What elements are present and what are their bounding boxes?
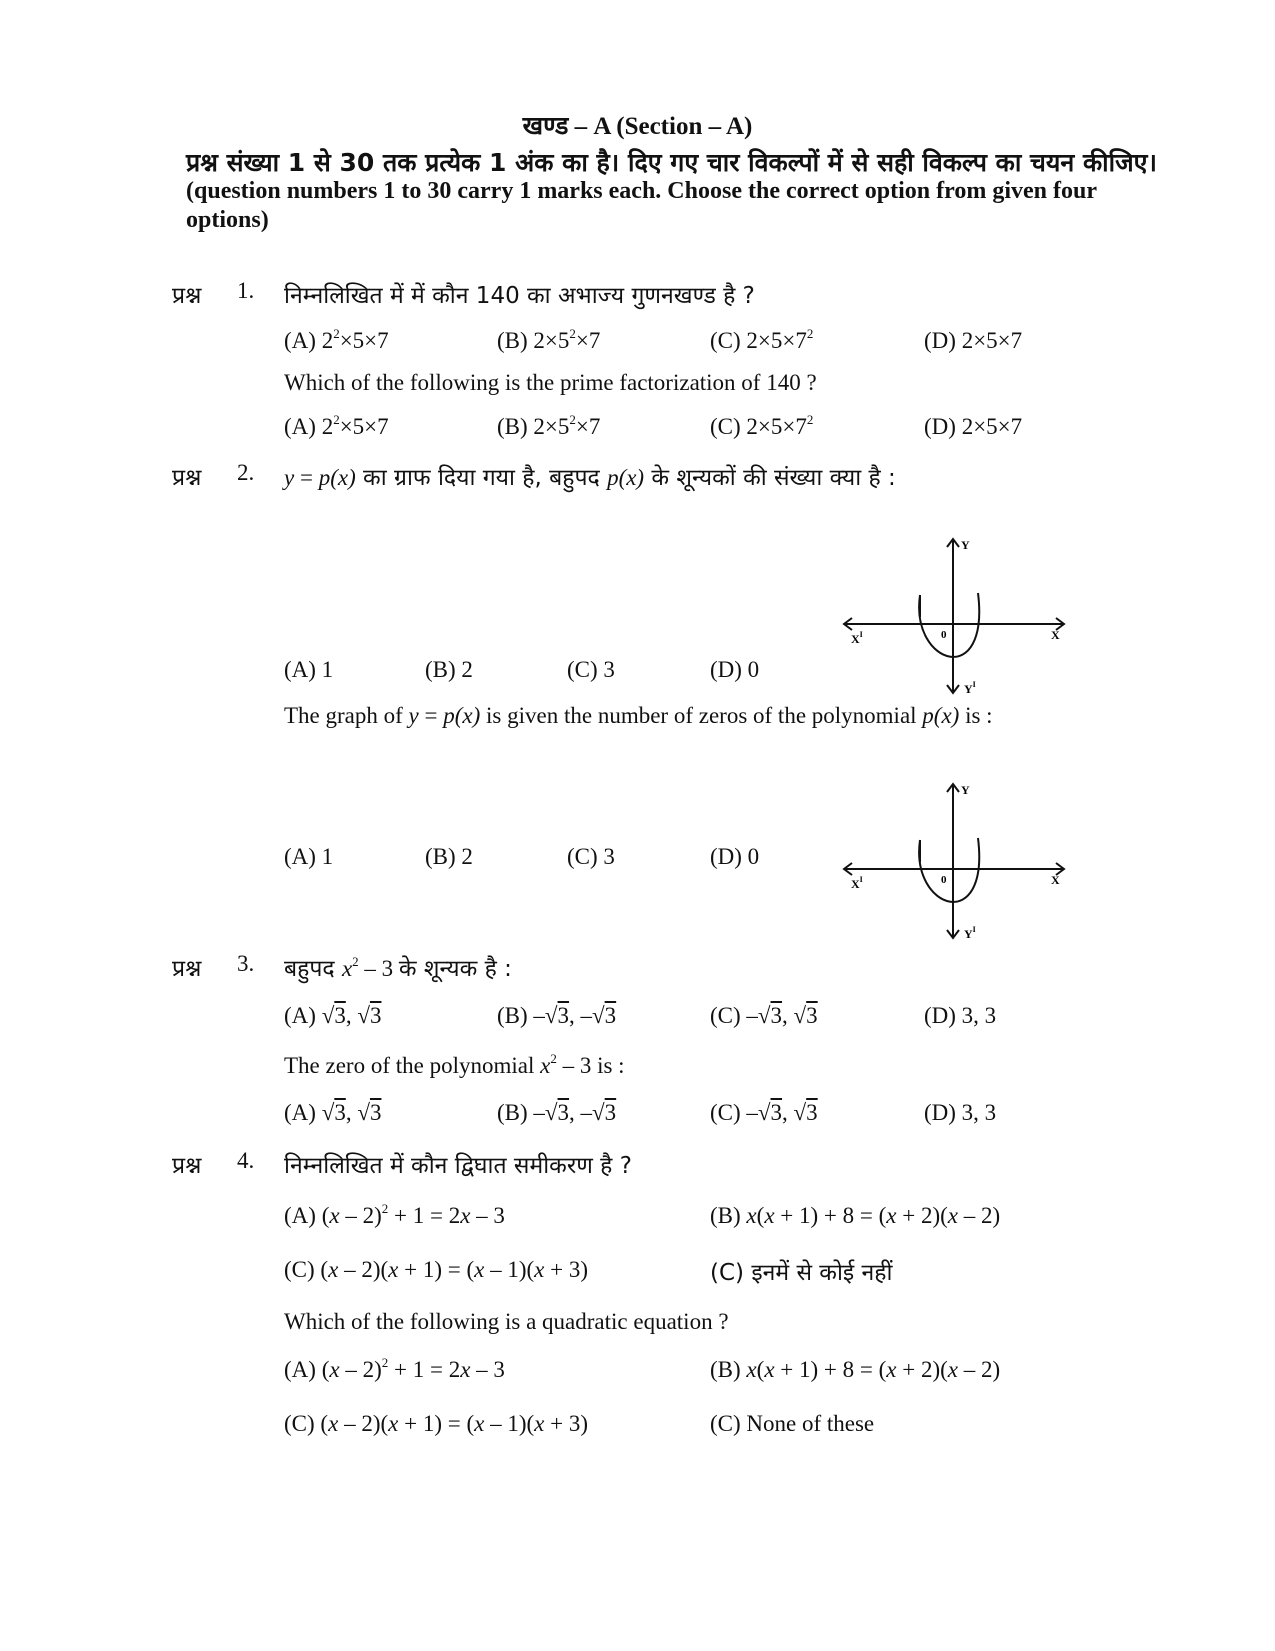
question-2-text-hindi: y = p(x) का ग्राफ दिया गया है, बहुपद p(x) के शून्यकों की संख्या क्या है :	[284, 465, 896, 491]
q1-option-a: (A) $2^2\times 5\times 7$	[284, 326, 389, 353]
graph-x-label: X	[1051, 873, 1060, 887]
q2-option-b: (B) 2	[425, 657, 473, 682]
graph-y-neg-label: $Y^I$	[964, 680, 976, 696]
question-1-text-hindi: निम्नलिखित में में कौन 140 का अभाज्य गुणनखण्ड है ?	[284, 283, 755, 309]
parabola-graph	[840, 780, 1070, 945]
q4-option-c-en: (C) (x – 2)(x + 1) = (x – 1)(x + 3)	[284, 1411, 589, 1436]
graph-x-neg-label: $X^I$	[851, 630, 863, 646]
question-3-text-hindi: बहुपद $x^2 - 3$ के शून्यक है :	[284, 954, 512, 982]
q1-option-d: (D) 2×5×7	[924, 328, 1023, 353]
graph-y-label: Y	[961, 538, 970, 552]
q1-option-a-en: (A) $2^2\times 5\times 7$	[284, 412, 389, 439]
question-4-text-hindi: निम्नलिखित में कौन द्विघात समीकरण है ?	[284, 1153, 632, 1179]
graph-origin-label: 0	[941, 629, 947, 641]
parabola-graph	[840, 535, 1070, 700]
graph-origin-label: 0	[941, 874, 947, 886]
graph-y-neg-label: $Y^I$	[964, 925, 976, 941]
q4-option-d-en: (C) None of these	[710, 1411, 875, 1436]
question-1-text-english: Which of the following is the prime factorization of 140 ?	[284, 370, 817, 395]
q1-option-d-en: (D) 2×5×7	[924, 414, 1023, 439]
instruction-hindi: प्रश्न संख्या 1 से 30 तक प्रत्येक 1 अंक का है। दिए गए चार विकल्पों में से सही विकल्प का चयन कीजिए।	[186, 148, 1157, 177]
q1-option-b-en: (B) $2\times 5^2\times 7$	[497, 412, 601, 439]
question-number: 2.	[237, 460, 255, 485]
q4-option-d: (C) इनमें से कोई नहीं	[710, 1260, 893, 1286]
graph-x-neg-label: $X^I$	[851, 875, 863, 891]
q4-option-a: (A) (x – 2)$^2$ + 1 = 2x – 3	[284, 1201, 505, 1228]
question-label: प्रश्न	[172, 956, 202, 982]
question-3-text-english: The zero of the polynomial $x^2 - 3$ is :	[284, 1051, 625, 1078]
q2-option-c-en: (C) 3	[567, 844, 615, 869]
q2-option-d-en: (D) 0	[710, 844, 760, 869]
q2-option-c: (C) 3	[567, 657, 615, 682]
q1-option-c-en: (C) $2\times 5\times 7^2$	[710, 412, 814, 439]
q4-option-a-en: (A) (x – 2)$^2$ + 1 = 2x – 3	[284, 1355, 505, 1382]
instruction-english: (question numbers 1 to 30 carry 1 marks each. Choose the correct option from given four options)	[186, 178, 1097, 233]
question-4-text-english: Which of the following is a quadratic equation ?	[284, 1309, 729, 1334]
q2-option-a: (A) 1	[284, 657, 334, 682]
q1-option-c: (C) $2\times 5\times 7^2$	[710, 326, 814, 353]
question-label: प्रश्न	[172, 465, 202, 491]
q3-option-a: (A) √3, √3	[284, 1003, 382, 1028]
graph-y-label: Y	[961, 783, 970, 797]
q4-option-b: (B) x(x + 1) + 8 = (x + 2)(x – 2)	[710, 1203, 1001, 1228]
q2-option-b-en: (B) 2	[425, 844, 473, 869]
q4-option-b-en: (B) x(x + 1) + 8 = (x + 2)(x – 2)	[710, 1357, 1001, 1382]
graph-x-label: X	[1051, 628, 1060, 642]
q2-option-d: (D) 0	[710, 657, 760, 682]
q3-option-b: (B) –√3, –√3	[497, 1003, 617, 1028]
q3-option-b-en: (B) –√3, –√3	[497, 1100, 617, 1125]
q2-option-a-en: (A) 1	[284, 844, 334, 869]
question-label: प्रश्न	[172, 1153, 202, 1179]
q3-option-a-en: (A) √3, √3	[284, 1100, 382, 1125]
section-title: खण्ड – A (Section – A)	[522, 113, 753, 140]
q3-option-c-en: (C) –√3, √3	[710, 1100, 818, 1125]
q1-option-b: (B) $2\times 5^2\times 7$	[497, 326, 601, 353]
q4-option-c: (C) (x – 2)(x + 1) = (x – 1)(x + 3)	[284, 1257, 589, 1282]
q3-option-c: (C) –√3, √3	[710, 1003, 818, 1028]
question-label: प्रश्न	[172, 283, 202, 309]
q3-option-d-en: (D) 3, 3	[924, 1100, 997, 1125]
question-2-text-english: The graph of y = p(x) is given the number of zeros of the polynomial p(x) is :	[284, 703, 993, 728]
question-number: 4.	[237, 1148, 255, 1173]
question-number: 1.	[237, 278, 255, 303]
q3-option-d: (D) 3, 3	[924, 1003, 997, 1028]
question-number: 3.	[237, 951, 255, 976]
